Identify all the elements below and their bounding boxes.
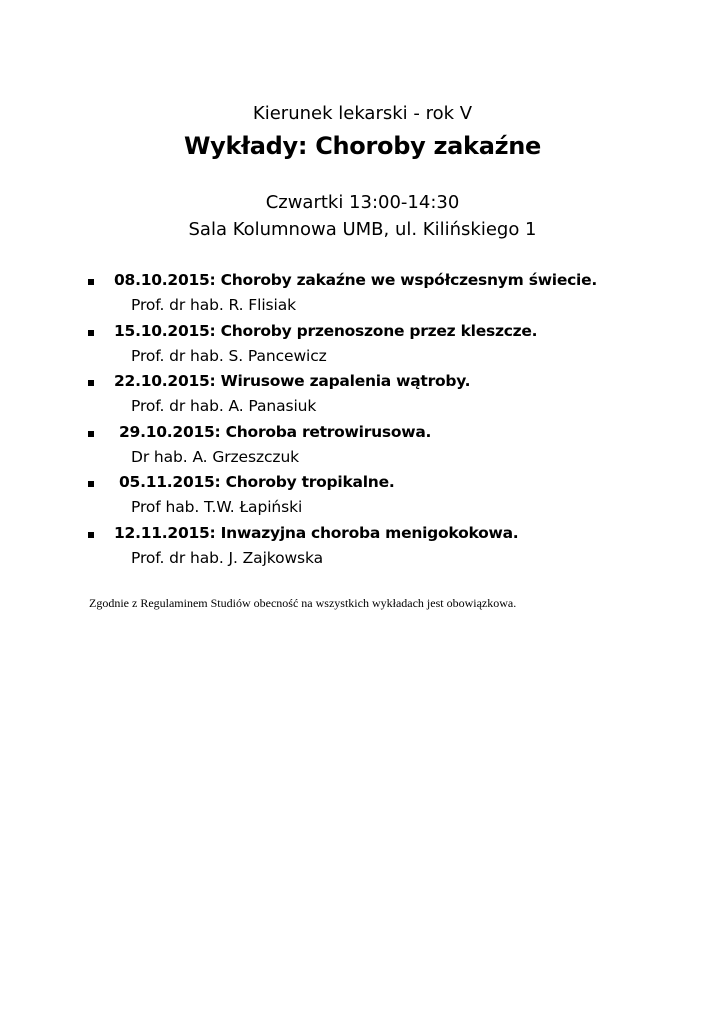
square-bullet-icon: [88, 380, 94, 386]
schedule-time: Czwartki 13:00-14:30: [265, 192, 460, 213]
lecturer-name: Dr hab. A. Grzeszczuk: [131, 447, 300, 466]
page-title: Wykłady: Choroby zakaźne: [183, 132, 542, 160]
lecturer-name: Prof. dr hab. R. Flisiak: [131, 296, 296, 314]
lecture-title: 15.10.2015: Choroby przenoszone przez kleszcze.: [114, 321, 538, 340]
lecturer-name: Prof. dr hab. J. Zajkowska: [131, 548, 324, 567]
lecture-title: 22.10.2015: Wirusowe zapalenia wątroby.: [114, 372, 471, 391]
square-bullet-icon: [88, 532, 94, 538]
list-item: [0, 524, 725, 575]
square-bullet-icon: [88, 330, 94, 336]
lecturer-name: Prof hab. T.W. Łapiński: [131, 498, 303, 517]
lecture-title: 12.11.2015: Inwazyjna choroba menigokokowa.: [114, 523, 519, 542]
list-item: [0, 372, 725, 423]
attendance-note: Zgodnie z Regulaminem Studiów obecność na wszystkich wykładach jest obowiązkowa.: [89, 596, 517, 610]
square-bullet-icon: [88, 279, 94, 285]
lecturer-name: Prof. dr hab. A. Panasiuk: [131, 397, 317, 416]
venue-address: Sala Kolumnowa UMB, ul. Kilińskiego 1: [188, 219, 537, 240]
list-item: [0, 473, 725, 524]
list-item: [0, 322, 725, 373]
lecturer-name: Prof. dr hab. S. Pancewicz: [131, 346, 327, 365]
list-item: [0, 271, 725, 322]
list-item: [0, 423, 725, 474]
lecture-title: 29.10.2015: Choroba retrowirusowa.: [119, 422, 432, 441]
lecture-title: 08.10.2015: Choroby zakaźne we współczesnym świecie.: [114, 271, 597, 289]
lecture-list: [0, 271, 725, 575]
program-subtitle: Kierunek lekarski - rok V: [252, 103, 473, 124]
lecture-title: 05.11.2015: Choroby tropikalne.: [119, 473, 395, 492]
square-bullet-icon: [88, 481, 94, 487]
square-bullet-icon: [88, 431, 94, 437]
